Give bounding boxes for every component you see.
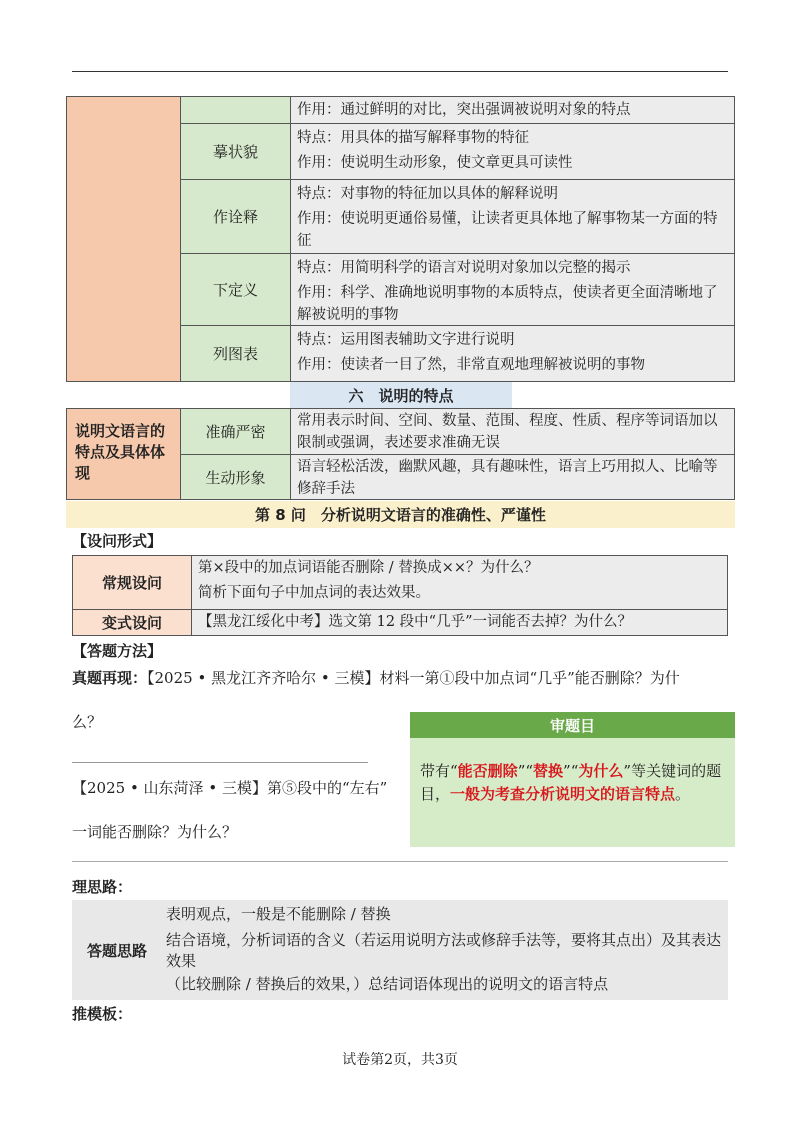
- review-conclusion: 一般为考查分析说明文的语言特点: [450, 785, 676, 803]
- effect-text: 作用：使说明生动形象，使文章更具可读性: [297, 155, 573, 171]
- real-exam-q1-line2: 么？: [72, 713, 103, 731]
- keyword-why: 为什么: [578, 762, 624, 780]
- method-desc: [290, 179, 735, 254]
- real-exam-label: 真题再现：: [72, 669, 148, 687]
- regular-label-cell: [72, 555, 192, 610]
- review-text: 。: [675, 785, 691, 803]
- method-name: 列图表: [212, 345, 258, 363]
- regular-forms-cell: [191, 555, 728, 610]
- thinking-label: [72, 900, 162, 1000]
- method-name-cell: [180, 325, 291, 382]
- thinking-label-text: 答题思路: [86, 941, 147, 960]
- review-text: ”“: [517, 762, 534, 780]
- method-name-cell: [180, 253, 291, 326]
- review-text: ”等关键词的题目，: [420, 762, 722, 803]
- effect-text: 作用：使说明更通俗易懂，让读者更具体地了解事物某一方面的特征: [297, 211, 718, 249]
- feature-label-cell: [66, 408, 181, 500]
- category-cell: [66, 96, 181, 382]
- method-name-cell: [180, 123, 291, 180]
- feature-text: 特点：用简明科学的语言对说明对象加以完整的揭示: [297, 260, 631, 276]
- section-title: [290, 382, 512, 408]
- thinking-step: （比较删除 / 替换后的效果，）总结词语体现出的说明文的语言特点: [166, 975, 609, 993]
- variant-form-cell: [191, 609, 728, 636]
- real-exam-q1-line1: 【2025 • 黑龙江齐齐哈尔 • 三模】材料一第①段中加点词“几乎”能否删除？为什: [147, 669, 680, 687]
- real-exam-q2-line1: 【2025 • 山东菏泽 • 三模】第⑤段中的“左右”: [72, 779, 388, 797]
- regular-form: 简析下面句子中加点词的表达效果。: [198, 585, 430, 601]
- review-panel-title-text: 审题目: [549, 716, 595, 735]
- page-footer: 试卷第2页，共3页: [342, 1052, 458, 1068]
- method-heading: 【答题方法】: [72, 642, 163, 660]
- thinking-heading: 理思路：: [72, 878, 133, 896]
- method-desc: [290, 325, 735, 382]
- form-heading: 【设问形式】: [72, 532, 163, 550]
- variant-label: 变式设问: [101, 614, 162, 632]
- method-name-cell: [180, 179, 291, 254]
- thinking-block: [72, 900, 728, 1000]
- header-rule: [72, 71, 728, 72]
- method-cell-blank: [180, 96, 291, 124]
- feature-name: 生动形象: [205, 468, 266, 487]
- feature-name-cell: [180, 408, 291, 455]
- method-name: 下定义: [212, 281, 258, 299]
- regular-form: 第×段中的加点词语能否删除 / 替换成××？为什么？: [198, 560, 539, 576]
- feature-desc: 常用表示时间、空间、数量、范围、程度、性质、程序等词语加以限制或强调，表述要求准确无误: [297, 413, 718, 451]
- method-desc: [290, 253, 735, 326]
- feature-text: 特点：用具体的描写解释事物的特征: [297, 130, 529, 146]
- method-name: 摹状貌: [212, 143, 258, 161]
- review-panel-title: [410, 712, 735, 738]
- divider: [72, 861, 728, 862]
- thinking-step: 表明观点，一般是不能删除 / 替换: [166, 905, 391, 923]
- effect-text: 作用：科学、准确地说明事物的本质特点，使读者更全面清晰地了解被说明的事物: [297, 285, 718, 323]
- feature-desc-cell: [290, 454, 735, 500]
- review-panel: [410, 712, 735, 847]
- feature-text: 特点：对事物的特征加以具体的解释说明: [297, 186, 558, 202]
- real-exam-q1: [72, 667, 732, 689]
- variant-form: 【黑龙江绥化中考】选文第 12 段中“几乎”一词能否去掉？为什么？: [198, 614, 632, 630]
- template-heading: 推模板：: [72, 1005, 133, 1023]
- feature-desc: 语言轻松活泼，幽默风趣，具有趣味性，语言上巧用拟人、比喻等修辞手法: [297, 459, 718, 497]
- question-banner: [66, 501, 735, 528]
- review-text: ”“: [563, 762, 579, 780]
- variant-label-cell: [72, 609, 192, 636]
- real-exam-q2-line2: 一词能否删除？为什么？: [72, 823, 238, 841]
- review-panel-body: [420, 760, 728, 806]
- thinking-step: 结合语境，分析词语的含义（若运用说明方法或修辞手法等，要将其点出）及其表达效果: [166, 931, 722, 970]
- keyword-delete: 能否删除: [457, 762, 518, 780]
- feature-text: 特点：运用图表辅助文字进行说明: [297, 332, 515, 348]
- feature-desc-cell: [290, 408, 735, 455]
- effect-text: 作用：使读者一目了然，非常直观地理解被说明的事物: [297, 357, 645, 373]
- method-desc: [290, 123, 735, 180]
- feature-name: 准确严密: [205, 423, 266, 441]
- method-name: 作诠释: [212, 208, 258, 226]
- method-effect: [290, 96, 735, 124]
- question-title: 第 8 问 分析说明文语言的准确性、严谨性: [255, 506, 546, 524]
- review-text: 带有“: [420, 762, 458, 780]
- divider: [72, 762, 368, 763]
- feature-label: 说明文语言的特点及具体体现: [75, 422, 166, 482]
- section-title-text: 六 说明的特点: [348, 386, 454, 405]
- feature-name-cell: [180, 454, 291, 500]
- keyword-replace: 替换: [533, 762, 564, 780]
- regular-label: 常规设问: [101, 574, 162, 592]
- effect-text: 作用：通过鲜明的对比，突出强调被说明对象的特点: [297, 102, 631, 118]
